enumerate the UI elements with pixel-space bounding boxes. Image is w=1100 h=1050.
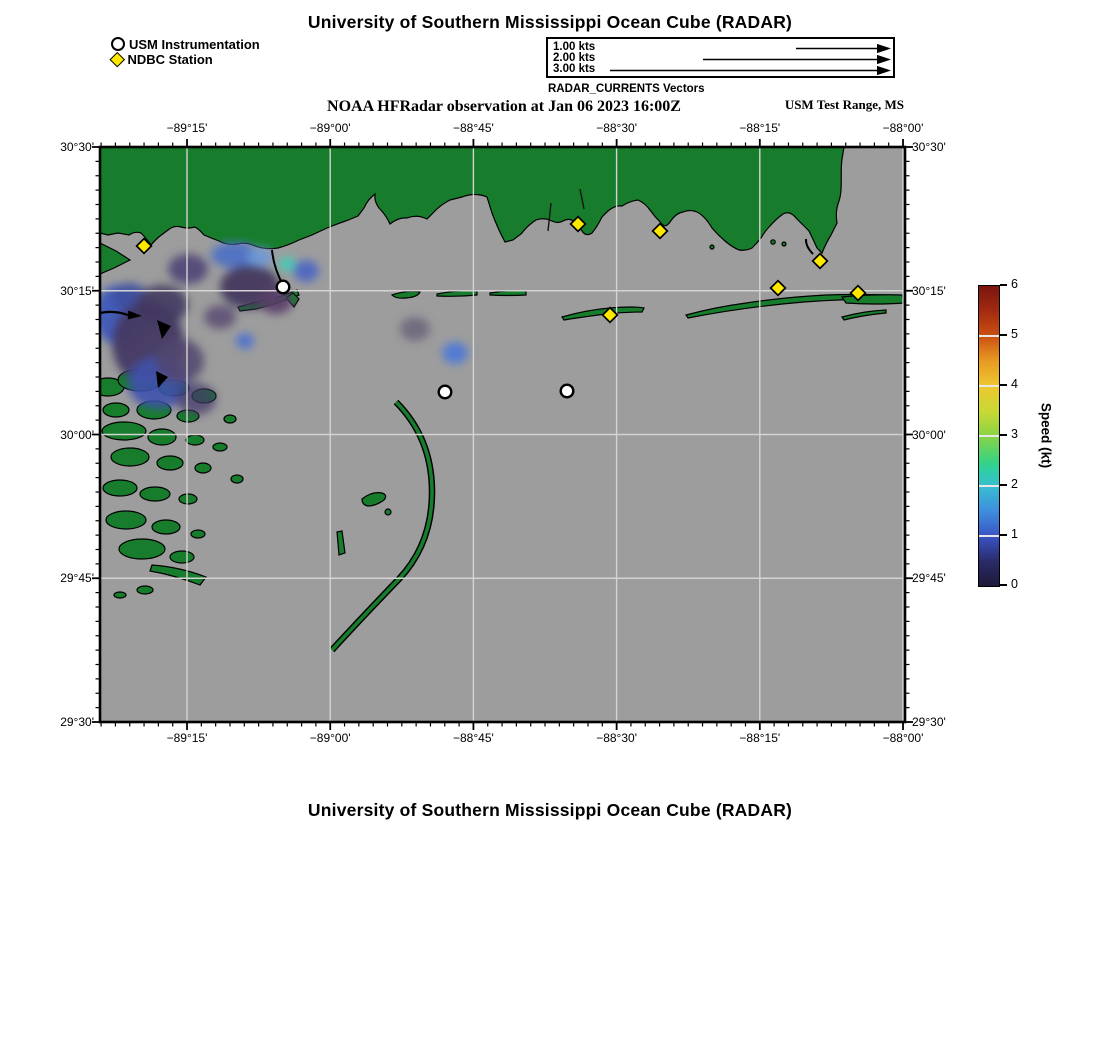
- coastal-map: [100, 147, 905, 722]
- colorbar-gridline: [979, 385, 999, 386]
- colorbar-tick-mark: [1000, 534, 1007, 536]
- colorbar-tick-mark: [1000, 434, 1007, 436]
- vector-scale-row-label: 1.00 kts: [553, 41, 596, 53]
- lon-tick-label: −89°15': [166, 731, 208, 745]
- lon-tick-label: −88°45': [452, 731, 494, 745]
- scale-arrow-head: [877, 55, 891, 64]
- colorbar-tick-mark: [1000, 334, 1007, 336]
- colorbar-tick-label: 2: [1011, 477, 1018, 491]
- islet: [782, 242, 786, 246]
- map-legend: [111, 37, 260, 67]
- footer-title: University of Southern Mississippi Ocean Cube (RADAR): [307, 800, 793, 820]
- map-plot-area: [100, 147, 905, 722]
- colorbar-axis-label: Speed (kt): [1038, 402, 1054, 469]
- lon-tick-label: −88°45': [452, 121, 494, 135]
- lon-tick-label: −88°15': [739, 731, 781, 745]
- colorbar-tick-label: 5: [1011, 327, 1018, 341]
- colorbar-gridline: [979, 435, 999, 436]
- legend-row-ndbc: [111, 52, 260, 66]
- speed-blob: [293, 260, 319, 282]
- lat-tick-label: 30°15': [60, 283, 94, 298]
- speed-blob: [279, 257, 295, 271]
- lon-tick-label: −88°00': [882, 731, 924, 745]
- lat-tick-label: 30°00': [912, 427, 946, 442]
- lat-tick-label: 30°00': [60, 427, 94, 442]
- speed-blob: [204, 305, 236, 329]
- usm-instrumentation-icon: [111, 37, 125, 51]
- lon-tick-label: −88°00': [882, 121, 924, 135]
- chandeleur-islet: [385, 509, 391, 515]
- ndbc-station-icon: [110, 52, 125, 67]
- vector-scale-caption: RADAR_CURRENTS Vectors: [548, 83, 705, 95]
- lon-tick-label: −88°30': [596, 731, 637, 745]
- lat-tick-label: 30°30': [60, 140, 94, 154]
- speed-blob: [168, 254, 208, 284]
- legend-ndbc-label: NDBC Station: [127, 51, 213, 67]
- lat-tick-label: 30°30': [912, 140, 946, 154]
- lat-tick-label: 29°30': [60, 715, 94, 729]
- colorbar-tick-mark: [1000, 484, 1007, 486]
- speed-blob: [176, 383, 216, 415]
- colorbar-tick-label: 6: [1011, 277, 1018, 291]
- vector-scale-arrows: [548, 39, 893, 76]
- speed-blob: [442, 342, 468, 364]
- colorbar-tick-mark: [1000, 284, 1007, 286]
- colorbar-tick-label: 0: [1011, 577, 1018, 591]
- lon-tick-label: −88°30': [596, 121, 637, 135]
- vector-scale-box: [546, 37, 895, 78]
- lon-tick-label: −88°15': [739, 121, 781, 135]
- lat-tick-label: 29°45': [912, 571, 946, 586]
- observation-subtitle: NOAA HFRadar observation at Jan 06 2023 16:00Z: [327, 98, 681, 115]
- colorbar-tick-label: 4: [1011, 377, 1018, 391]
- barrier-island: [842, 295, 904, 304]
- colorbar-tick-mark: [1000, 384, 1007, 386]
- colorbar-tick-mark: [1000, 584, 1007, 586]
- speed-colorbar: [978, 285, 1000, 587]
- islet: [771, 240, 775, 244]
- legend-usm-label: USM Instrumentation: [129, 36, 260, 52]
- usm-station-marker: [561, 385, 574, 398]
- usm-station-marker: [277, 281, 290, 294]
- speed-blob: [400, 317, 430, 341]
- colorbar-gridline: [979, 535, 999, 536]
- islet: [710, 245, 714, 249]
- scale-arrow-head: [877, 44, 891, 53]
- colorbar-tick-label: 1: [1011, 527, 1018, 541]
- lon-tick-label: −89°00': [309, 121, 351, 135]
- speed-blob: [247, 248, 273, 266]
- scale-arrow-head: [877, 66, 891, 75]
- lon-tick-label: −89°00': [309, 731, 351, 745]
- usm-station-marker: [439, 386, 452, 399]
- lat-tick-label: 29°30': [912, 715, 946, 729]
- lat-tick-label: 30°15': [912, 283, 946, 298]
- colorbar-gridline: [979, 485, 999, 486]
- page-title: University of Southern Mississippi Ocean Cube (RADAR): [307, 12, 793, 32]
- legend-row-usm: [111, 37, 260, 51]
- test-range-label: USM Test Range, MS: [784, 97, 904, 112]
- colorbar-gridline: [979, 335, 999, 336]
- speed-blob: [236, 333, 254, 349]
- vector-scale-row-label: 2.00 kts: [553, 52, 596, 64]
- vector-scale-row-label: 3.00 kts: [553, 63, 596, 75]
- lat-tick-label: 29°45': [60, 571, 94, 586]
- lon-tick-label: −89°15': [166, 121, 208, 135]
- colorbar-tick-label: 3: [1011, 427, 1018, 441]
